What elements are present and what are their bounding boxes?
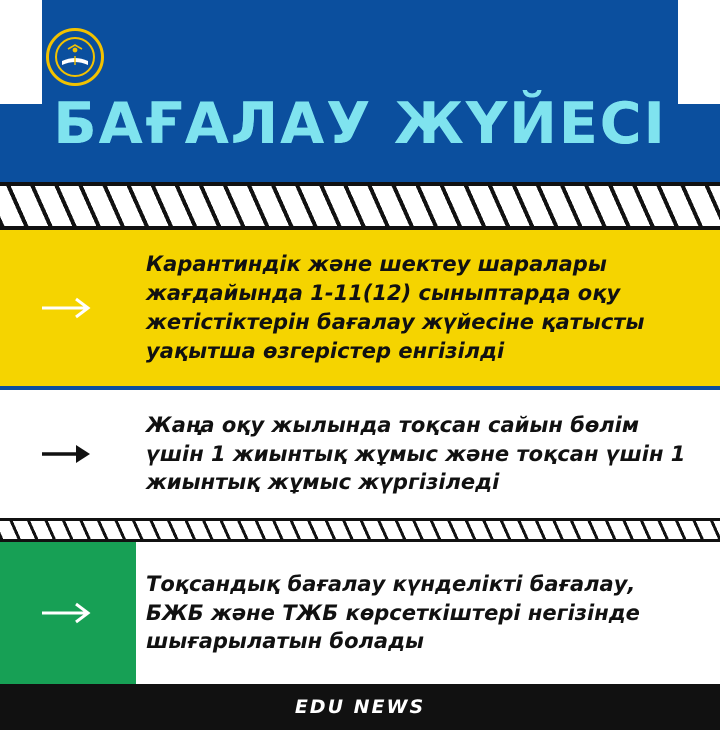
ministry-emblem-icon — [46, 28, 104, 86]
row-1-text: Карантиндік және шектеу шаралары жағдайында 1-11(12) сыныптарда оқу жетістіктерін бағалау жүйесіне қатысты уақытша өзгерістер енгізілді — [146, 252, 645, 363]
arrow-right-icon — [40, 600, 96, 626]
hatched-divider-top — [0, 182, 720, 230]
row-1-icon-cell — [0, 230, 136, 386]
header-notch-left — [0, 0, 42, 104]
poster-header — [0, 0, 720, 182]
row-2-icon-cell — [0, 390, 136, 518]
row-3-icon-cell — [0, 542, 136, 684]
hatched-divider-middle — [0, 518, 720, 542]
poster-footer — [0, 684, 720, 730]
row-3-text-cell — [136, 542, 720, 684]
content-row-1 — [0, 230, 720, 386]
row-3-text: Тоқсандық бағалау күнделікті бағалау, БЖБ және ТЖБ көрсеткіштері негізінде шығарылатын болады — [146, 571, 640, 654]
row-1-text-cell — [136, 230, 720, 386]
arrow-right-icon — [40, 441, 96, 467]
footer-brand: EDU NEWS — [294, 696, 426, 718]
page-title: БАҒАЛАУ ЖҮЙЕСІ — [53, 91, 667, 157]
content-row-2 — [0, 386, 720, 518]
row-2-text-cell — [136, 390, 720, 518]
header-notch-right — [678, 0, 720, 104]
content-row-3 — [0, 542, 720, 684]
arrow-right-icon — [40, 295, 96, 321]
row-2-text: Жаңа оқу жылында тоқсан сайын бөлім үшін 1 жиынтық жұмыс және тоқсан үшін 1 жиынтық жұмыс жүргізіледі — [146, 412, 686, 495]
